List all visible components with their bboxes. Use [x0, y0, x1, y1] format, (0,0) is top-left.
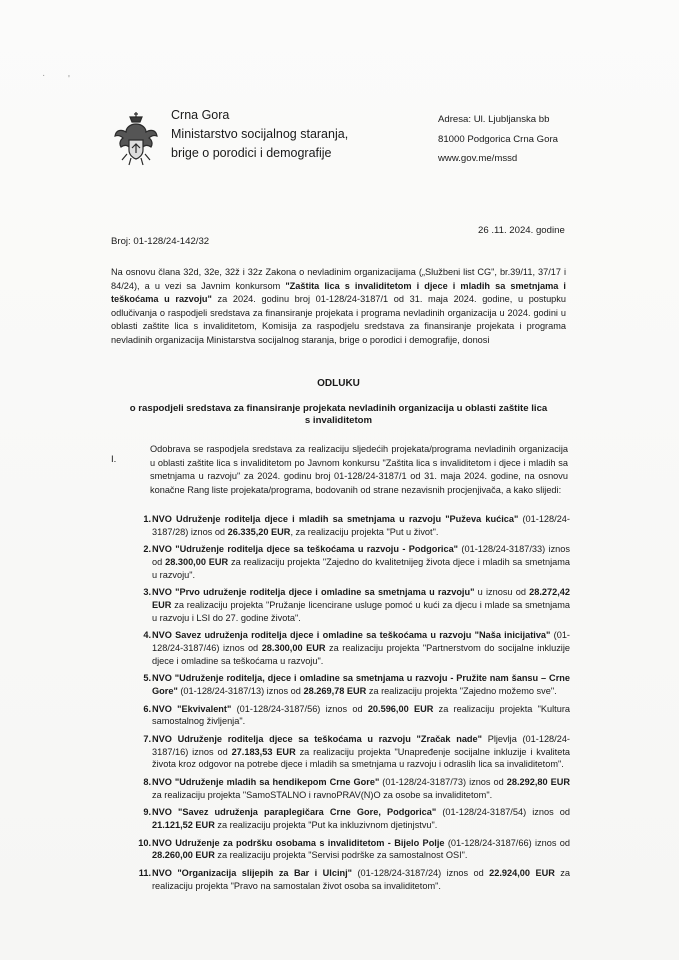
item-amount: 21.121,52 EUR	[152, 819, 215, 830]
document-number: Broj: 01-128/24-142/32	[111, 236, 210, 247]
item-number: 6.	[143, 703, 151, 714]
intro-paragraph	[111, 266, 566, 348]
item-reference: Pljevlja (01-128/24-3187/16) iznos od	[152, 734, 570, 757]
item-organization: NVO Savez udruženja roditelja djece i omladine sa teškoćama u razvoju "Naša inicijativa"	[152, 630, 551, 641]
list-item	[124, 586, 570, 624]
item-number: 5.	[143, 673, 151, 684]
country-name: Crna Gora	[171, 108, 230, 122]
item-project: za realizaciju projekta "SamoSTALNO i ravnoPRAV(N)O za osobe sa invaliditetom".	[152, 789, 493, 800]
item-reference: (01-128/24-3187/54) iznos od	[436, 807, 570, 818]
item-number: 10.	[138, 837, 151, 848]
item-reference: (01-128/24-3187/56) iznos od	[231, 703, 368, 714]
item-reference: (01-128/24-3187/73) iznos od	[379, 777, 507, 787]
item-project: za realizaciju projekta "Partnerstvom do socijalne inkluzije djece i omladine sa teškoćama u razvoju".	[152, 642, 570, 666]
item-number: 8.	[143, 777, 151, 787]
item-project: za realizaciju projekta "Zajedno možemo sve".	[366, 685, 557, 696]
ministry-name-line1: Ministarstvo socijalnog staranja,	[171, 127, 349, 141]
website: www.gov.me/mssd	[438, 153, 518, 164]
item-reference: (01-128/24-3187/24) iznos od	[352, 868, 490, 879]
allocation-list	[124, 513, 570, 898]
ministry-name-block	[171, 106, 348, 163]
item-amount: 27.183,53 EUR	[231, 746, 296, 757]
list-item	[124, 776, 570, 801]
address-block	[438, 110, 558, 169]
item-amount: 28.300,00 EUR	[165, 556, 229, 567]
item-project: za realizaciju projekta "Pružanje licencirane usluge pomoć u kući za djecu i mlade sa smetnjama u razvoju i LSI do 27. godine života".	[152, 599, 570, 623]
item-number: 1.	[143, 514, 151, 524]
item-organization: NVO "Ekvivalent"	[152, 703, 232, 714]
scan-speck: ·	[42, 70, 46, 81]
intro-text-end: za 2024. godinu broj 01-128/24-3187/1 od 31. maja 2024. godine, u postupku odlučivanja o raspodjeli sredstava za finansiranje projekata i programa nevladinih organizacija u 2024. godini u oblasti zaštite lica s invaliditetom, Komisija za raspodjelu sredstava za finansiranje projekata i programa nevladinih organizacija Ministarstva socijalnog staranja, brige o porodici i demografije, donosi	[111, 294, 566, 345]
list-item	[124, 703, 570, 728]
item-reference: (01-128/24-3187/28) iznos od	[152, 514, 570, 537]
item-organization: NVO "Udruženje mladih sa hendikepom Crne Gore"	[152, 777, 380, 787]
coat-of-arms-icon	[113, 110, 159, 168]
item-number: 7.	[143, 734, 151, 745]
item-reference: (01-128/24-3187/46) iznos od	[152, 630, 570, 653]
item-organization: NVO "Udruženje roditelja djece sa teškoćama u razvoju - Podgorica"	[152, 544, 459, 555]
item-project: , za realizaciju projekta "Put u život".	[290, 526, 439, 537]
intro-text-start: Na osnovu člana 32d, 32e, 32ž i 32z Zakona o nevladinim organizacijama („Službeni list CG", br.39/11, 37/17 i 84/24), a u vezi sa Javnim konkursom	[111, 267, 566, 291]
item-project: za realizaciju projekta "Servisi podrške za samostalnost OSI".	[214, 850, 468, 861]
item-reference: (01-128/24-3187/33) iznos od	[152, 544, 570, 567]
ministry-name-line2: brige o porodici i demografije	[171, 146, 332, 160]
subtitle-line1: o raspodjeli sredstava za finansiranje projekata nevladinih organizacija u oblasti zaštite lica	[129, 403, 548, 414]
section-text: Odobrava se raspodjela sredstava za realizaciju sljedećih projekata/programa nevladinih organizacija u oblasti zaštite lica s invaliditetom po Javnom konkursu "Zaštita lica s invaliditetom i djece i mladih sa smetnjama u razvoju" za 2024. godinu broj 01-128/24-3187/1 od 31. maja 2024. godine, na osnovu konačne Rang liste projekata/programa, bodovanih od strane nezavisnih procjenjivača, a kako slijedi:	[150, 444, 568, 495]
item-reference: (01-128/24-3187/66) iznos od	[444, 837, 570, 848]
item-amount: 28.272,42 EUR	[152, 587, 570, 610]
item-organization: NVO "Prvo udruženje roditelja djece i omladine sa smetnjama u razvoju"	[152, 587, 475, 598]
item-number: 2.	[143, 544, 151, 555]
item-amount: 28.269,78 EUR	[303, 685, 367, 696]
list-item	[124, 629, 570, 667]
document-date: 26 .11. 2024. godine	[478, 225, 565, 236]
item-amount: 28.300,00 EUR	[261, 642, 326, 653]
item-amount: 26.335,20 EUR	[227, 526, 291, 537]
address-street: Adresa: Ul. Ljubljanska bb	[438, 114, 550, 125]
item-organization: NVO Udruženje roditelja djece i mladih sa smetnjama u razvoju "Puževa kućica"	[152, 514, 519, 524]
item-number: 4.	[143, 630, 151, 641]
decision-subtitle	[111, 403, 566, 427]
item-number: 9.	[143, 807, 151, 818]
item-project: za realizaciju projekta "Kultura samostalnog življenja".	[152, 703, 570, 727]
item-organization: NVO Udruženje roditelja djece sa teškoćama u razvoju "Zračak nade"	[152, 734, 483, 745]
list-item	[124, 837, 570, 862]
item-number: 11.	[138, 868, 151, 879]
address-city: 81000 Podgorica Crna Gora	[438, 133, 558, 145]
list-item	[124, 733, 570, 771]
item-project: za realizaciju projekta "Pravo na samostalan život osoba sa invaliditetom".	[152, 868, 570, 891]
intro-contest-name: "Zaštita lica s invaliditetom i djece i mladih sa smetnjama i teškoćama u razvoju"	[111, 280, 566, 305]
list-item	[124, 672, 570, 697]
decision-title: ODLUKU	[317, 378, 360, 389]
item-amount: 28.260,00 EUR	[152, 850, 215, 861]
scan-speck: '	[68, 74, 70, 85]
subtitle-line2: s invaliditetom	[304, 415, 373, 426]
item-reference: u iznosu od	[474, 587, 530, 598]
item-amount: 20.596,00 EUR	[367, 703, 434, 714]
item-project: za realizaciju projekta "Unapređenje socijalne inkluzije i kvaliteta života kroz odgovor na potrebe djece i mladih sa smetnjama u razvoju i odraslih lica sa invaliditetom".	[152, 746, 570, 770]
item-reference: (01-128/24-3187/13) iznos od	[177, 685, 304, 696]
item-organization: NVO "Organizacija slijepih za Bar i Ulcinj"	[152, 868, 353, 879]
section-number: I.	[111, 454, 117, 465]
list-item	[124, 806, 570, 831]
item-project: za realizaciju projekta "Put ka inkluzivnom djetinjstvu".	[214, 819, 438, 830]
item-amount: 22.924,00 EUR	[489, 868, 555, 879]
item-number: 3.	[143, 587, 151, 598]
list-item	[124, 867, 570, 892]
item-organization: NVO Udruženje za podršku osobama s invaliditetom - Bijelo Polje	[152, 837, 445, 848]
item-organization: NVO "Savez udruženja paraplegičara Crne Gore, Podgorica"	[152, 807, 437, 818]
item-project: za realizaciju projekta "Zajedno do kvalitetnijeg života djece i mladih sa smetnjama u razvoju".	[152, 556, 571, 580]
list-item	[124, 513, 570, 538]
item-organization: NVO "Udruženje roditelja, djece i omladine sa smetnjama u razvoju - Pružite nam šansu – Crne Gore"	[152, 673, 570, 696]
item-amount: 28.292,80 EUR	[506, 777, 570, 787]
list-item	[124, 543, 570, 581]
